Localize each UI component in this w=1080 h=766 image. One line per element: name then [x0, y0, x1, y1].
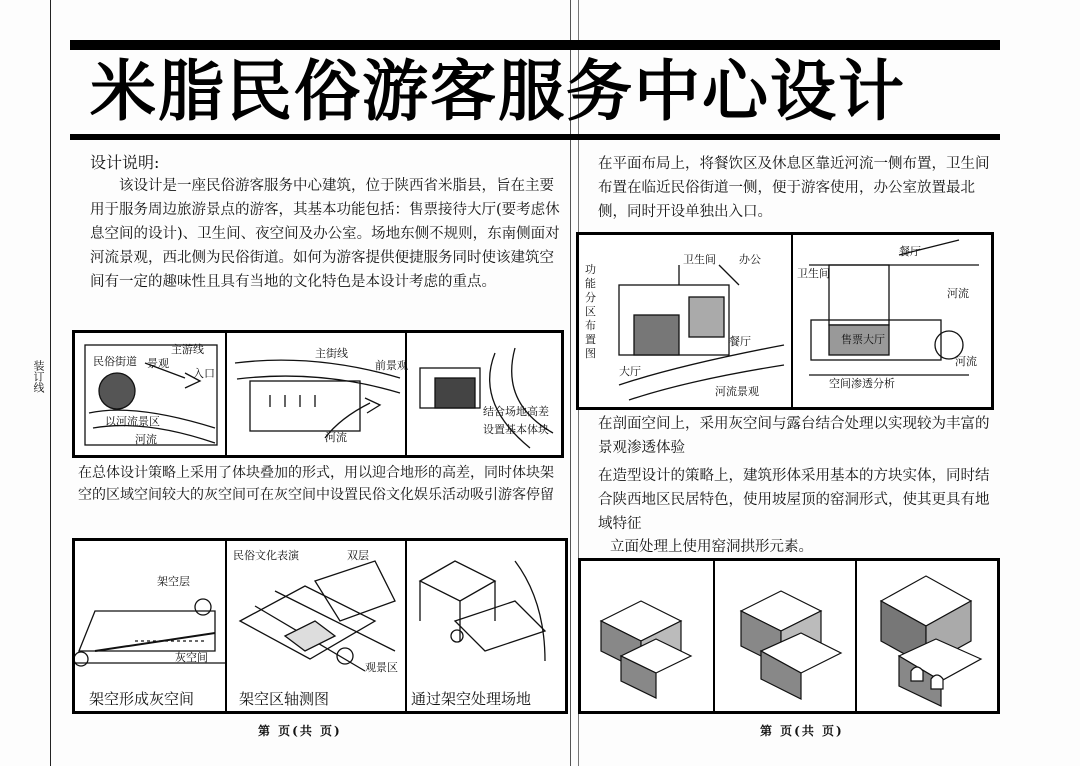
design-notes-heading: 设计说明: — [90, 153, 160, 172]
form-evolution-panel — [578, 558, 1000, 714]
plan-label-8: 售票大厅 — [841, 333, 885, 346]
plan-label-4: 大厅 — [619, 365, 641, 378]
plan-label-10: 河流 — [947, 287, 969, 300]
site-label-8: 河流 — [325, 431, 347, 444]
site-label-3: 入口 — [193, 367, 215, 380]
plan-label-3: 餐厅 — [729, 335, 751, 348]
plan-analysis-panel — [576, 232, 994, 410]
massing-label-4: 观景区 — [365, 661, 398, 674]
site-label-6: 主街线 — [315, 347, 348, 360]
massing-label-0: 架空层 — [157, 575, 190, 588]
binding-line — [50, 0, 51, 766]
site-label-1: 主游线 — [171, 343, 204, 356]
caption-1: 架空形成灰空间 — [89, 690, 195, 708]
site-label-7: 前景观 — [375, 359, 408, 372]
site-label-2: 景观 — [147, 357, 169, 370]
form-strategy-text: 在造型设计的策略上，建筑形体采用基本的方块实体，同时结合陕西地区民居特色，使用坡屋顶的窑洞形式，使其更具有地域特征 — [598, 468, 990, 532]
site-label-5: 河流 — [135, 433, 157, 446]
plan-label-11: 河流 — [955, 355, 977, 368]
caption-3: 通过架空处理场地 — [411, 690, 532, 708]
facade-text: 立面处理上使用窑洞拱形元素。 — [610, 539, 813, 555]
massing-sketches-drawing — [75, 541, 565, 711]
site-label-10: 设置基本体块 — [483, 423, 549, 436]
plan-sketches-drawing — [579, 235, 991, 407]
site-label-0: 民俗街道 — [93, 355, 137, 368]
massing-label-1: 灰空间 — [175, 651, 208, 664]
plan-label-9: 空间渗透分析 — [829, 377, 895, 390]
plan-label-0: 功能分区布置图 — [585, 263, 596, 360]
plan-label-6: 卫生间 — [797, 267, 830, 280]
site-label-4: 以河流景区 — [105, 415, 160, 428]
site-analysis-panel — [72, 330, 564, 458]
design-notes — [90, 152, 560, 294]
massing-label-2: 民俗文化表演 — [233, 549, 299, 562]
design-notes-text: 该设计是一座民俗游客服务中心建筑，位于陕西省米脂县，旨在主要用于服务周边旅游景点的游客，其基本功能包括：售票接待大厅(要考虑休息空间的设计)、卫生间、夜空间及办公室。场地东侧不规则，东南侧面对河流景观，西北侧为民俗街道。如何为游客提供便捷服务同时使该建筑空间有一定的趣味性且具有当地的文化特色是本设计考虑的重点。 — [90, 178, 560, 290]
plan-label-5: 河流景观 — [715, 385, 759, 398]
site-label-9: 结合场地高差 — [483, 405, 549, 418]
plan-label-1: 卫生间 — [683, 253, 716, 266]
plan-label-2: 办公 — [739, 253, 761, 266]
caption-2: 架空区轴测图 — [239, 690, 330, 708]
plan-label-7: 餐厅 — [899, 245, 921, 258]
page-title: 米脂民俗游客服务中心设计 — [90, 53, 906, 130]
massing-panel — [72, 538, 568, 714]
plan-text: 在平面布局上，将餐饮区及休息区靠近河流一侧布置，卫生间布置在临近民俗街道一侧，便于游客使用，办公室放置最北侧，同时开设单独出入口。 — [598, 156, 990, 220]
section-text: 在剖面空间上，采用灰空间与露台结合处理以实现较为丰富的景观渗透体验 — [598, 416, 990, 456]
binding-label: 装订线 — [32, 360, 45, 393]
form-sketches-drawing — [581, 561, 997, 711]
left-page-footer: 第 页(共 页) — [258, 724, 342, 738]
strategy-text: 在总体设计策略上采用了体块叠加的形式，用以迎合地形的高差，同时体块架空的区域空间较大的灰空间可在灰空间中设置民俗文化娱乐活动吸引游客停留 — [78, 465, 554, 503]
right-page-footer: 第 页(共 页) — [760, 724, 844, 738]
massing-label-3: 双层 — [347, 549, 369, 562]
